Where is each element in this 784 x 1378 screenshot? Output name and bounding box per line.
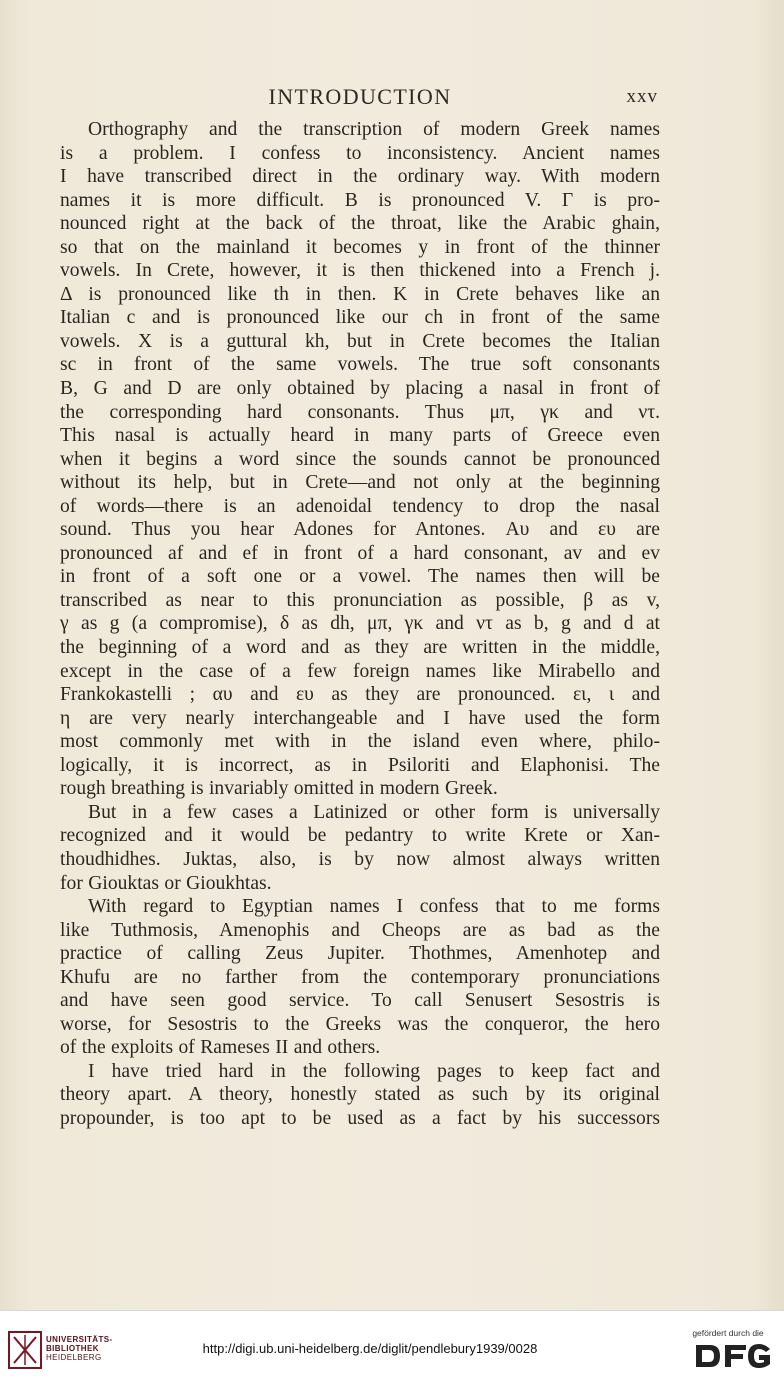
text-line: in front of a soft one or a vowel. The names then will be <box>60 566 660 588</box>
funder-note: gefördert durch die <box>692 1328 764 1338</box>
text-line: when it begins a word since the sounds cannot be pronounced <box>60 448 660 470</box>
text-line: so that on the mainland it becomes y in front of the thinner <box>60 236 660 258</box>
text-line: rough breathing is invariably omitted in modern Greek. <box>60 778 498 800</box>
running-title: INTRODUCTION <box>268 84 452 109</box>
page-number: xxv <box>626 86 658 107</box>
source-url-link[interactable]: http://digi.ub.uni-heidelberg.de/diglit/pendlebury1939/0028 <box>202 1341 538 1356</box>
text-line: γ as g (a compromise), δ as dh, μπ, γκ and ντ as b, g and d at <box>60 613 660 635</box>
text-line: sc in front of the same vowels. The true soft consonants <box>60 354 660 376</box>
text-line: transcribed as near to this pronunciation as possible, β as v, <box>60 589 660 611</box>
text-line: names it is more difficult. B is pronounced V. Γ is pro- <box>60 189 660 211</box>
text-line: the beginning of a word and as they are written in the middle, <box>60 637 660 659</box>
library-name-line-1: UNIVERSITÄTS- <box>46 1335 113 1344</box>
text-line: But in a few cases a Latinized or other form is universally <box>88 801 660 823</box>
text-line: most commonly met with in the island even where, philo- <box>60 731 660 753</box>
text-line: I have tried hard in the following pages to keep fact and <box>88 1060 660 1082</box>
text-line: With regard to Egyptian names I confess that to me forms <box>88 896 660 918</box>
text-line: is a problem. I confess to inconsistency. Ancient names <box>60 142 660 164</box>
text-line: Italian c and is pronounced like our ch in front of the same <box>60 307 660 329</box>
text-line: thoudhidhes. Juktas, also, is by now almost always written <box>60 848 660 870</box>
library-name-line-2: BIBLIOTHEK <box>46 1344 99 1353</box>
text-line: Δ is pronounced like th in then. K in Crete behaves like an <box>60 283 660 305</box>
text-line: without its help, but in Crete—and not only at the beginning <box>60 472 660 494</box>
text-line: nounced right at the back of the throat, like the Arabic ghain, <box>60 213 660 235</box>
text-line: and have seen good service. To call Senusert Sesostris is <box>60 990 660 1012</box>
text-line: theory apart. A theory, honestly stated as such by its original <box>60 1084 660 1106</box>
text-line: except in the case of a few foreign names like Mirabello and <box>60 660 660 682</box>
running-head <box>60 84 660 114</box>
text-line: of the exploits of Rameses II and others. <box>60 1037 381 1059</box>
text-line: like Tuthmosis, Amenophis and Cheops are as bad as the <box>60 919 660 941</box>
text-line: vowels. In Crete, however, it is then thickened into a French j. <box>60 260 660 282</box>
text-line: for Giouktas or Gioukhtas. <box>60 872 272 894</box>
body-text <box>60 118 660 1131</box>
text-line: propounder, is too apt to be used as a fact by his successors <box>60 1107 660 1129</box>
text-line: recognized and it would be pedantry to write Krete or Xan- <box>60 825 660 847</box>
text-line: Khufu are no farther from the contemporary pronunciations <box>60 966 660 988</box>
text-line: sound. Thus you hear Adones for Antones. Αυ and ευ are <box>60 519 660 541</box>
text-line: η are very nearly interchangeable and I have used the form <box>60 707 660 729</box>
text-line: of words—there is an adenoidal tendency to drop the nasal <box>60 495 660 517</box>
text-line: vowels. X is a guttural kh, but in Crete becomes the Italian <box>60 330 660 352</box>
viewer-footer <box>0 1310 784 1378</box>
text-line: logically, it is incorrect, as in Psiloriti and Elaphonisi. The <box>60 754 660 776</box>
text-line: the corresponding hard consonants. Thus μπ, γκ and ντ. <box>60 401 660 423</box>
text-line: worse, for Sesostris to the Greeks was the conqueror, the hero <box>60 1013 660 1035</box>
text-line: I have transcribed direct in the ordinary way. With modern <box>60 166 660 188</box>
text-line: pronounced af and ef in front of a hard consonant, av and ev <box>60 542 660 564</box>
ub-heidelberg-logo-icon[interactable] <box>8 1331 42 1369</box>
text-line: This nasal is actually heard in many parts of Greece even <box>60 425 660 447</box>
library-name-line-3: HEIDELBERG <box>46 1353 102 1362</box>
dfg-logo-icon[interactable] <box>690 1339 776 1373</box>
text-line: B, G and D are only obtained by placing a nasal in front of <box>60 378 660 400</box>
text-line: Orthography and the transcription of modern Greek names <box>88 119 660 140</box>
library-name <box>46 1335 113 1362</box>
text-line: practice of calling Zeus Jupiter. Thothmes, Amenhotep and <box>60 943 660 965</box>
text-line: Frankokastelli ; αυ and ευ as they are pronounced. ει, ι and <box>60 684 660 706</box>
